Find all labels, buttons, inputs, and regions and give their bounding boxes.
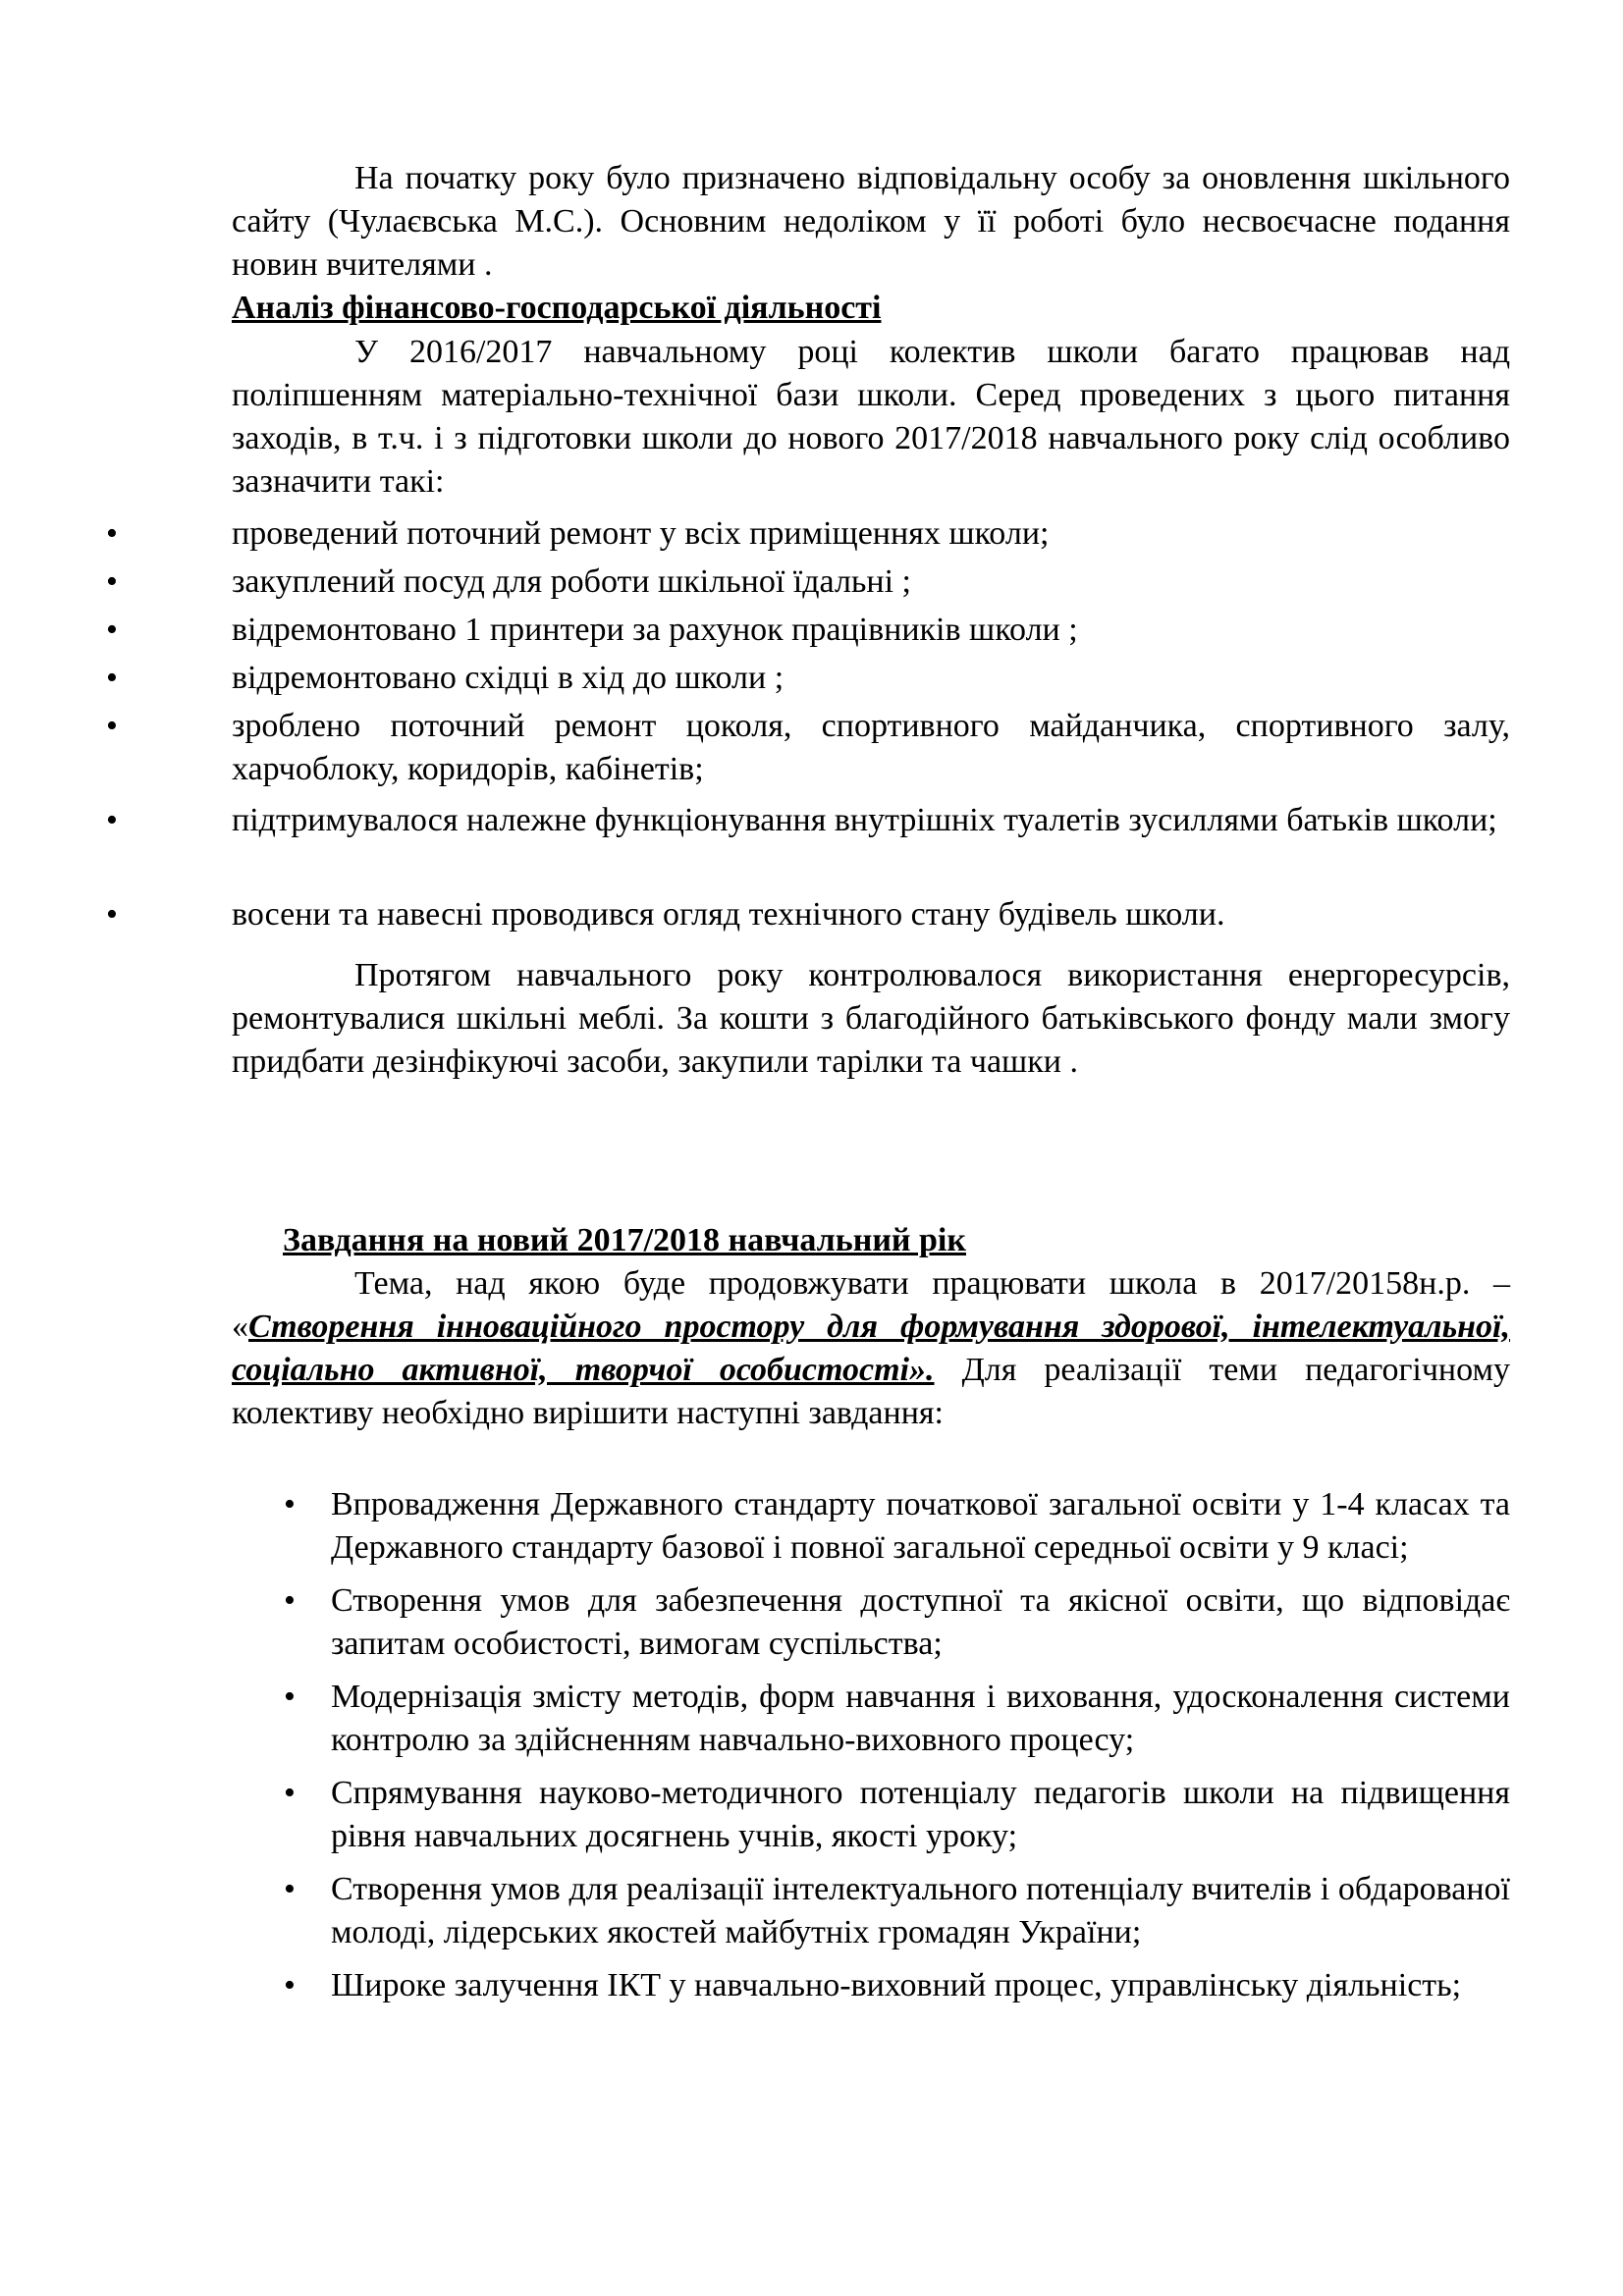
finance-item-4 — [106, 657, 1510, 705]
finance-item-6 — [106, 799, 1510, 893]
finance-item-text: восени та навесні проводився огляд технічного стану будівель школи. — [232, 896, 1225, 933]
task-item-5 — [284, 1868, 1510, 1954]
task-item-2 — [284, 1579, 1510, 1666]
task-item-text: Модернізація змісту методів, форм навчання і виховання, удосконалення системи контролю за здійсненням навчально-виховного процесу; — [331, 1679, 1510, 1758]
bullet-icon: • — [284, 1679, 296, 1715]
finance-item-2 — [106, 561, 1510, 609]
task-item-text: Спрямування науково-методичного потенціалу педагогів школи на підвищення рівня навчальних досягнень учнів, якості уроку; — [331, 1775, 1510, 1854]
bullet-icon: • — [106, 802, 118, 838]
finance-closing-paragraph: Протягом навчального року контролювалося використання енергоресурсів, ремонтувалися шкільні меблі. За кошти з благодійного батьківського фонду мали змогу придбати дезінфікуючі засоби, закупили тарілки та чашки . — [232, 957, 1510, 1080]
bullet-icon: • — [106, 563, 118, 600]
bullet-icon: • — [284, 1967, 296, 2003]
bullet-icon: • — [106, 660, 118, 696]
finance-item-text: проведений поточний ремонт у всіх приміщеннях школи; — [232, 515, 1050, 552]
finance-paragraph: У 2016/2017 навчальному році колектив школи багато працював над поліпшенням матеріально-технічної бази школи. Серед проведених з цього питання заходів, в т.ч. і з підготовки школи до нового 2017/2018 навчального року слід особливо зазначити такі: — [232, 334, 1510, 500]
task-item-text: Широке залучення ІКТ у навчально-виховний процес, управлінську діяльність; — [331, 1967, 1462, 2003]
bullet-icon: • — [284, 1486, 296, 1522]
task-item-text: Створення умов для забезпечення доступної та якісної освіти, що відповідає запитам особистості, вимогам суспільства; — [331, 1582, 1510, 1662]
finance-item-3 — [106, 609, 1510, 657]
bullet-icon: • — [106, 708, 118, 744]
task-item-6 — [284, 1964, 1510, 2007]
task-item-4 — [284, 1772, 1510, 1858]
finance-item-7 — [106, 893, 1510, 941]
intro-paragraph: На початку року було призначено відповідальну особу за оновлення шкільного сайту (Чулаєвська М.С.). Основним недоліком у її роботі було несвоєчасне подання новин вчителями . — [232, 160, 1510, 283]
bullet-icon: • — [284, 1582, 296, 1619]
finance-item-text: закуплений посуд для роботи шкільної їдальні ; — [232, 563, 912, 600]
bullet-icon: • — [284, 1775, 296, 1811]
bullet-icon: • — [284, 1871, 296, 1907]
task-item-text: Впровадження Державного стандарту початкової загальної освіти у 1-4 класах та Державного стандарту базової і повної загальної середньої освіти у 9 класі; — [331, 1486, 1510, 1566]
bullet-icon: • — [106, 515, 118, 552]
finance-item-text: відремонтовано східці в хід до школи ; — [232, 660, 784, 696]
task-item-1 — [284, 1483, 1510, 1570]
finance-heading: Аналіз фінансово-господарської діяльності — [232, 290, 882, 326]
finance-list — [106, 512, 1510, 941]
task-item-3 — [284, 1676, 1510, 1762]
tasks-list — [284, 1483, 1510, 2017]
finance-item-text: відремонтовано 1 принтери за рахунок працівників школи ; — [232, 612, 1078, 648]
bullet-icon: • — [106, 612, 118, 648]
theme-paragraph — [232, 1262, 1510, 1435]
tasks-heading: Завдання на новий 2017/2018 навчальний рік — [283, 1222, 966, 1258]
bullet-icon: • — [106, 896, 118, 933]
finance-item-5 — [106, 705, 1510, 799]
theme-outro: Для реалізації теми педагогічному колективу необхідно вирішити наступні завдання: — [232, 1352, 1510, 1431]
finance-item-1 — [106, 512, 1510, 561]
theme-title: Створення інноваційного простору для формування здорової, інтелектуальної, соціально активної, творчої особистості». — [232, 1308, 1510, 1388]
finance-item-text: зроблено поточний ремонт цоколя, спортивного майданчика, спортивного залу, харчоблоку, коридорів, кабінетів; — [232, 708, 1510, 787]
task-item-text: Створення умов для реалізації інтелектуального потенціалу вчителів і обдарованої молоді, лідерських якостей майбутніх громадян України; — [331, 1871, 1510, 1950]
theme-intro: Тема, над якою буде продовжувати працювати школа в 2017/20158н.р. – « — [232, 1265, 1510, 1345]
finance-item-text: підтримувалося належне функціонування внутрішніх туалетів зусиллями батьків школи; — [232, 802, 1497, 838]
